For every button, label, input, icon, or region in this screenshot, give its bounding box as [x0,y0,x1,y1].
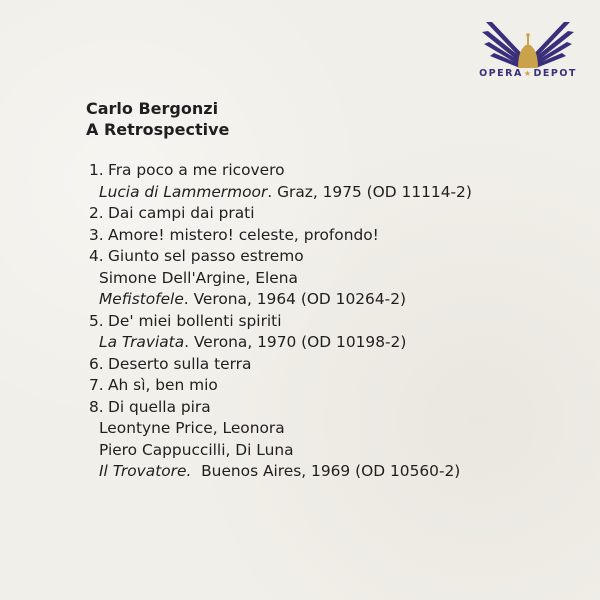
track-number: 1. [89,161,104,179]
track-item [89,311,472,333]
track-title: Deserto sulla terra [108,354,252,373]
recording-info: . Verona, 1970 (OD 10198-2) [184,333,407,351]
track-item [89,397,472,419]
logo-text-depot: DEPOT [533,68,577,79]
track-title: Fra poco a me ricovero [108,161,285,179]
track-detail [89,268,472,290]
opera-title: Lucia di Lammermoor [99,182,268,201]
opera-depot-logo [478,18,578,82]
track-detail [89,182,472,204]
track-item [89,354,472,376]
track-number: 3. [89,225,104,244]
performers: Piero Cappuccilli, Di Luna [99,440,294,459]
track-detail [89,289,472,311]
track-item [89,375,472,397]
logo-text-opera: OPERA [479,68,523,79]
opera-title: Il Trovatore. [99,462,192,480]
track-title: Dai campi dai prati [108,204,255,222]
track-item [89,160,472,182]
track-number: 7. [89,376,104,394]
recording-info: . Verona, 1964 (OD 10264-2) [183,290,406,308]
performers: Leontyne Price, Leonora [99,419,285,437]
opera-title: La Traviata [99,333,185,351]
track-title: Giunto sel passo estremo [108,247,304,265]
track-detail [89,418,472,440]
track-list [89,160,472,483]
logo-wordmark [478,68,578,79]
recording-info: Buenos Aires, 1969 (OD 10560-2) [191,462,461,480]
track-title: Ah sì, ben mio [108,376,218,394]
track-number: 8. [89,397,104,416]
album-title: A Retrospective [86,120,230,139]
track-number: 5. [89,311,104,330]
artist-name: Carlo Bergonzi [86,99,219,118]
track-detail [89,440,472,462]
opera-title: Mefistofele [99,290,184,308]
track-number: 4. [89,247,104,265]
track-detail [89,461,472,483]
track-detail [89,332,472,354]
track-item [89,246,472,268]
track-number: 6. [89,354,104,373]
track-title: Amore! mistero! celeste, profondo! [108,225,379,244]
recording-info: . Graz, 1975 (OD 11114-2) [267,182,472,201]
album-header [86,98,229,140]
track-item [89,203,472,225]
track-title: De' miei bollenti spiriti [108,311,282,330]
track-number: 2. [89,204,104,222]
performers: Simone Dell'Argine, Elena [99,268,298,287]
track-title: Di quella pira [108,397,211,416]
star-icon: ★ [523,69,533,78]
winged-dome-icon [478,18,578,70]
track-item [89,225,472,247]
